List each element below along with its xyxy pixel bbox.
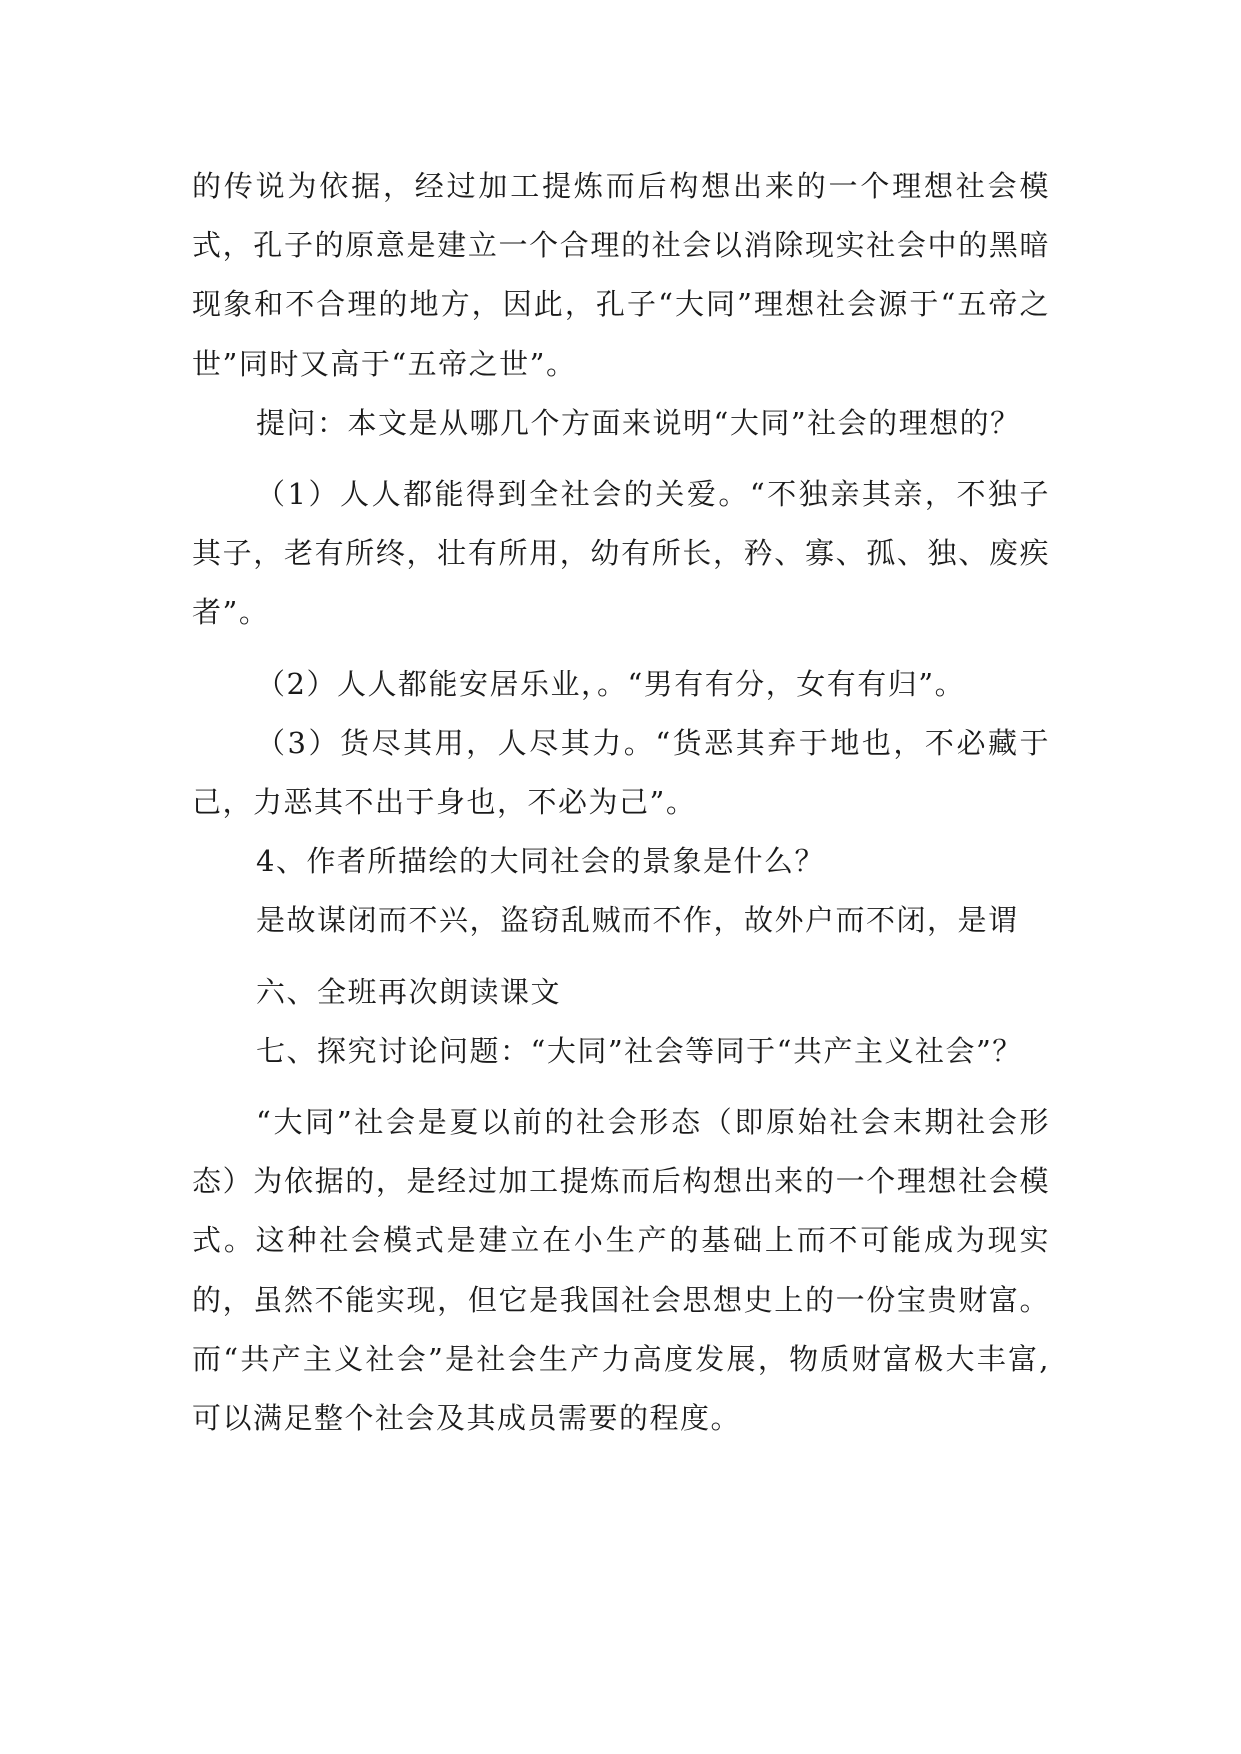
paragraph-answer-4: 是故谋闭而不兴，盗窃乱贼而不作，故外户而不闭，是谓 xyxy=(256,903,1019,938)
paragraph-answer-1: （1）人人都能得到全社会的关爱。“不独亲其亲，不独子其子，老有所终，壮有所用，幼有所长，矜、寡、孤、独、废疾者”。 xyxy=(192,477,1050,630)
paragraph-answer-2: （2）人人都能安居乐业，。“男有有分，女有有归”。 xyxy=(256,666,966,701)
paragraph-discussion: “大同”社会是夏以前的社会形态（即原始社会末期社会形态）为依据的，是经过加工提炼而后构想出来的一个理想社会模式。这种社会模式是建立在小生产的基础上而不可能成为现实的，虽然不能实现，但它是我国社会思想史上的一份宝贵财富。而“共产主义社会”是社会生产力高度发展，物质财富极大丰富,可以满足整个社会及其成员需要的程度。 xyxy=(192,1105,1050,1436)
paragraph-question: 提问：本文是从哪几个方面来说明“大同”社会的理想的？ xyxy=(256,405,1021,440)
paragraph-question-4: 4、作者所描绘的大同社会的景象是什么？ xyxy=(256,844,825,879)
paragraph-section-7: 七、探究讨论问题：“大同”社会等同于“共产主义社会”？ xyxy=(256,1033,1023,1068)
paragraph-section-6: 六、全班再次朗读课文 xyxy=(256,974,562,1009)
paragraph-continuation: 的传说为依据，经过加工提炼而后构想出来的一个理想社会模式，孔子的原意是建立一个合理的社会以消除现实社会中的黑暗现象和不合理的地方，因此，孔子“大同”理想社会源于“五帝之世”同时又高于“五帝之世”。 xyxy=(192,169,1050,381)
paragraph-answer-3: （3）货尽其用，人尽其力。“货恶其弃于地也，不必藏于己，力恶其不出于身也，不必为己”。 xyxy=(192,725,1050,820)
document-page xyxy=(192,157,1050,1448)
